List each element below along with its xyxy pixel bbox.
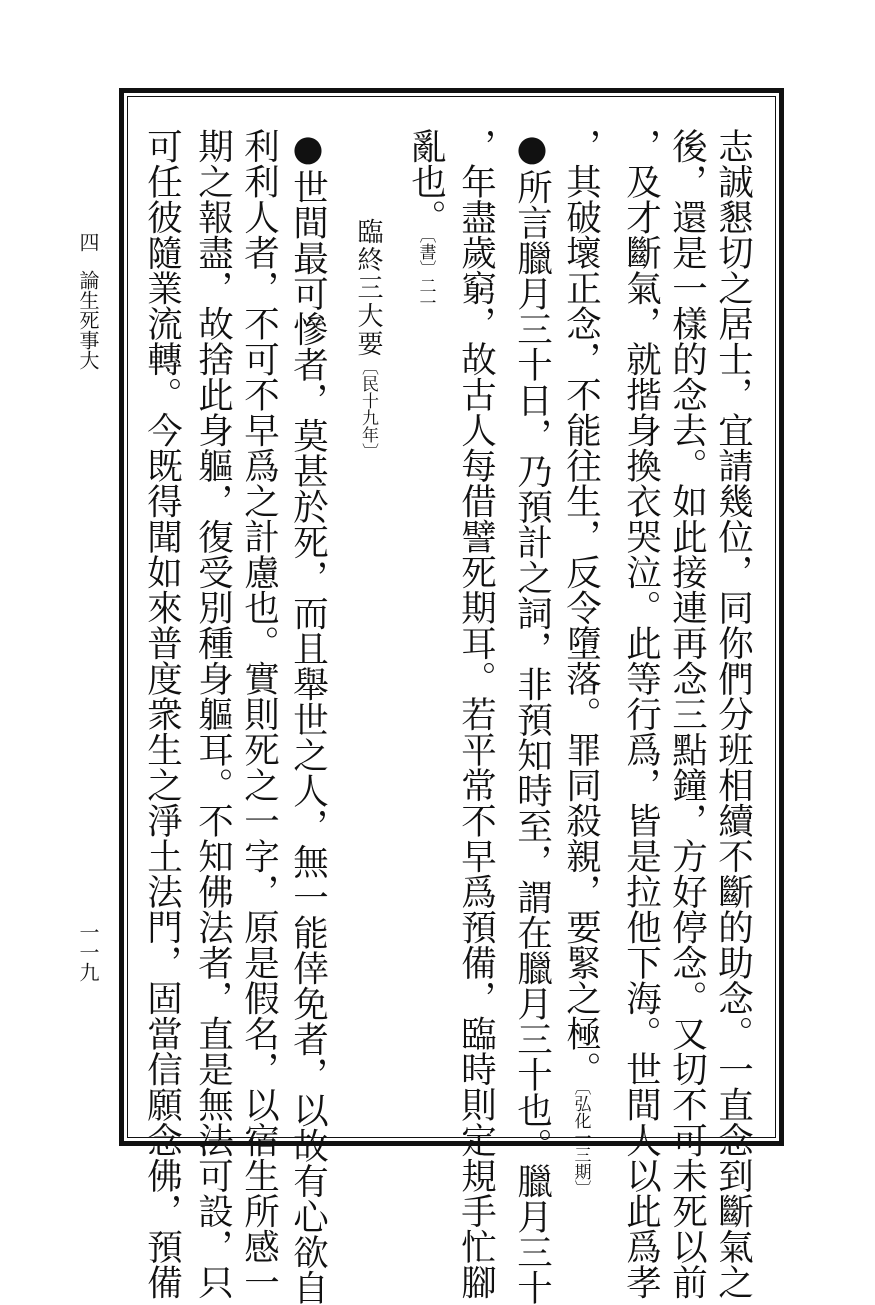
text-column-5: ●所言臘月三十日，乃預計之詞，非預知時至，謂在臘月三十也。臘月三十 <box>511 128 553 1305</box>
running-head-section: 論生死事大 <box>76 270 100 370</box>
page-number: 一一九 <box>76 922 100 982</box>
text-column-3: ，及才斷氣，就揩身換衣哭泣。此等行爲，皆是拉他下海。世間人以此爲孝 <box>620 128 662 1300</box>
text-column-11: 可任彼隨業流轉。今既得聞如來普度衆生之淨土法門，固當信願念佛，預備 <box>141 128 183 1300</box>
section-title: 臨終三大要 <box>353 218 383 358</box>
citation-note: 〔書〕二一 <box>415 234 436 311</box>
text-column-2: 後，還是一樣的念去。如此接連再念三點鐘，方好停念。又切不可未死以前 <box>666 128 708 1300</box>
text-column-9: 利利人者，不可不早爲之計慮也。實則死之一字，原是假名，以宿生所感一 <box>238 128 280 1300</box>
text-column-8: ●世間最可慘者，莫甚於死，而且舉世之人，無一能倖免者，以故有心欲自 <box>287 128 329 1305</box>
text-column-4: ，其破壞正念，不能往生，反令墮落。罪同殺親，要緊之極。〔弘化一三期〕 <box>560 128 602 1197</box>
citation-note: 〔弘化一三期〕 <box>570 1086 591 1197</box>
running-head-chapter: 四 <box>76 232 100 252</box>
section-heading <box>355 218 381 460</box>
text-column-7: 亂也。〔書〕二一 <box>405 128 447 311</box>
text-column-10: 期之報盡，故捨此身軀，復受別種身軀耳。不知佛法者，直是無法可設，只 <box>192 128 234 1300</box>
text-column-1: 志誠懇切之居士，宜請幾位，同你們分班相續不斷的助念。一直念到斷氣之 <box>712 128 754 1300</box>
text-column-6: ，年盡歲窮，故古人每借譬死期耳。若平常不早爲預備，臨時則定規手忙腳 <box>455 128 497 1300</box>
section-date-note: 〔民十九年〕 <box>358 358 378 460</box>
